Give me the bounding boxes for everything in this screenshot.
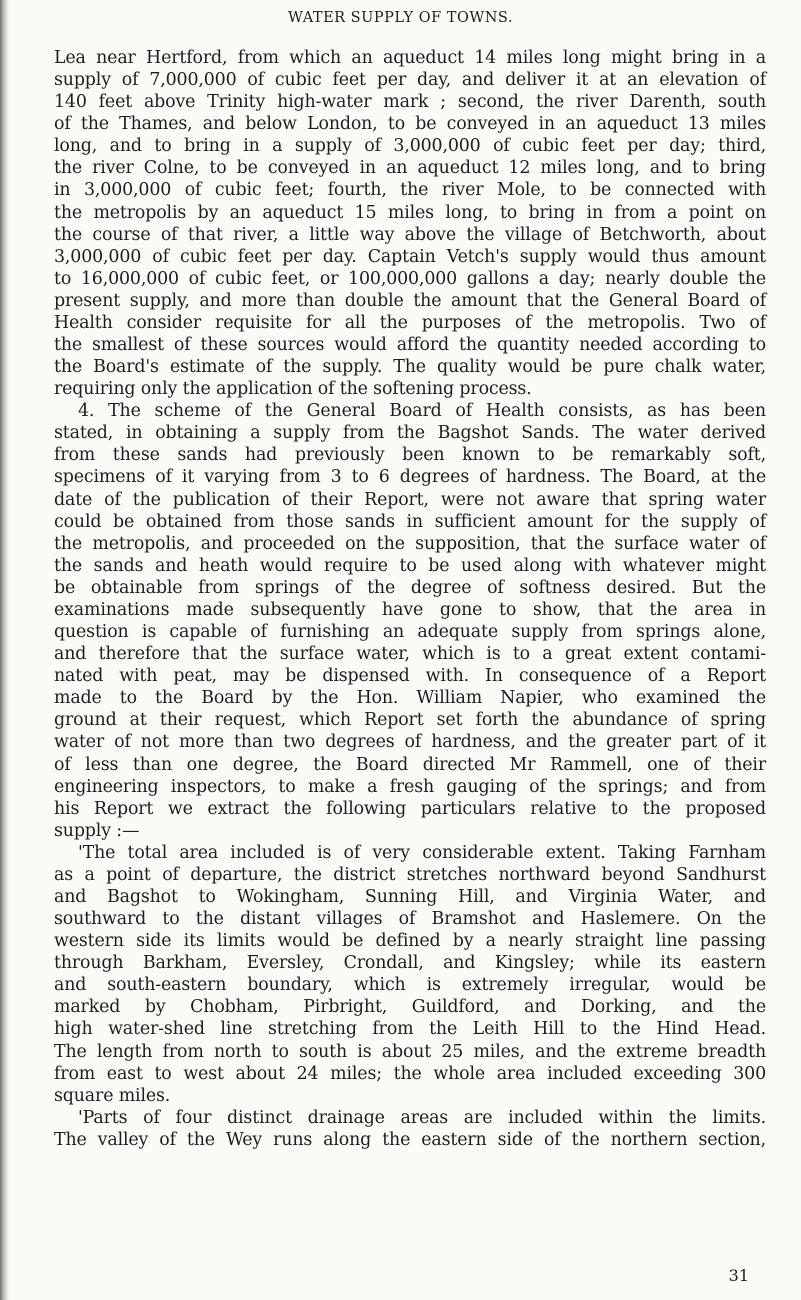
text-line: and south-eastern boundary, which is extremely irregular, would be — [54, 975, 766, 996]
text-line: and Bagshot to Wokingham, Sunning Hill, and Virginia Water, and — [54, 886, 766, 907]
text-line: Health consider requisite for all the purposes of the metropolis. Two of — [54, 312, 766, 333]
text-line: the sands and heath would require to be used along with whatever might — [54, 555, 766, 576]
text-line: be obtainable from springs of the degree of softness desired. But the — [54, 577, 766, 598]
text-line: date of the publication of their Report, were not aware that spring water — [54, 489, 766, 510]
text-line: square miles. — [54, 1085, 171, 1106]
text-line: question is capable of furnishing an adequate supply from springs alone, — [54, 622, 766, 643]
text-line: the smallest of these sources would afford the quantity needed according to — [54, 335, 766, 356]
text-line: the course of that river, a little way above the village of Betchworth, about — [54, 224, 766, 245]
text-line: through Barkham, Eversley, Crondall, and Kingsley; while its eastern — [54, 953, 766, 974]
text-line: specimens of it varying from 3 to 6 degrees of hardness. The Board, at the — [54, 467, 766, 488]
text-line: and therefore that the surface water, which is to a great extent contami- — [54, 644, 766, 665]
text-line: in 3,000,000 of cubic feet; fourth, the river Mole, to be connected with — [54, 180, 766, 201]
text-line: engineering inspectors, to make a fresh gauging of the springs; and from — [54, 776, 766, 797]
text-line: of the Thames, and below London, to be conveyed in an aqueduct 13 miles — [54, 114, 766, 135]
text-line: long, and to bring in a supply of 3,000,000 of cubic feet per day; third, — [54, 136, 766, 157]
text-line: southward to the distant villages of Bramshot and Haslemere. On the — [54, 909, 766, 930]
text-line: 'The total area included is of very considerable extent. Taking Farnham — [78, 842, 766, 863]
text-line: 3,000,000 of cubic feet per day. Captain Vetch's supply would thus amount — [54, 246, 766, 267]
text-line: ground at their request, which Report set forth the abundance of spring — [54, 710, 766, 731]
text-line: The valley of the Wey runs along the eastern side of the northern section, — [54, 1129, 766, 1150]
text-line: the Board's estimate of the supply. The quality would be pure chalk water, — [54, 357, 766, 378]
text-line: present supply, and more than double the amount that the General Board of — [54, 290, 766, 311]
text-line: western side its limits would be defined by a nearly straight line passing — [54, 931, 766, 952]
page-number: 31 — [728, 1266, 749, 1285]
text-line: his Report we extract the following particulars relative to the proposed — [54, 798, 766, 819]
text-line: 4. The scheme of the General Board of Health consists, as has been — [78, 401, 766, 422]
text-line: 140 feet above Trinity high-water mark ; second, the river Darenth, south — [54, 92, 766, 113]
text-line: of less than one degree, the Board directed Mr Rammell, one of their — [54, 754, 766, 775]
running-head: WATER SUPPLY OF TOWNS. — [288, 10, 513, 26]
text-line: requiring only the application of the softening process. — [54, 379, 532, 400]
text-line: examinations made subsequently have gone to show, that the area in — [54, 599, 766, 620]
text-line: stated, in obtaining a supply from the Bagshot Sands. The water derived — [54, 423, 766, 444]
text-line: could be obtained from those sands in sufficient amount for the supply of — [54, 511, 766, 532]
text-line: water of not more than two degrees of hardness, and the greater part of it — [54, 732, 766, 753]
text-line: nated with peat, may be dispensed with. In consequence of a Report — [54, 666, 766, 687]
page-gutter-shadow — [0, 0, 10, 1300]
text-line: 'Parts of four distinct drainage areas are included within the limits. — [78, 1107, 766, 1128]
body-text — [54, 47, 766, 1151]
text-line: to 16,000,000 of cubic feet, or 100,000,000 gallons a day; nearly double the — [54, 268, 766, 289]
text-line: the river Colne, to be conveyed in an aqueduct 12 miles long, and to bring — [54, 158, 766, 179]
text-line: as a point of departure, the district stretches northward beyond Sandhurst — [54, 864, 766, 885]
text-line: The length from north to south is about 25 miles, and the extreme breadth — [54, 1041, 766, 1062]
text-line: supply of 7,000,000 of cubic feet per day, and deliver it at an elevation of — [54, 70, 766, 91]
text-line: supply :— — [54, 820, 140, 841]
text-line: marked by Chobham, Pirbright, Guildford, and Dorking, and the — [54, 997, 766, 1018]
text-line: high water-shed line stretching from the Leith Hill to the Hind Head. — [54, 1019, 766, 1040]
text-line: the metropolis by an aqueduct 15 miles long, to bring in from a point on — [54, 202, 766, 223]
text-line: the metropolis, and proceeded on the supposition, that the surface water of — [54, 533, 766, 554]
text-line: from these sands had previously been known to be remarkably soft, — [54, 445, 766, 466]
text-line: Lea near Hertford, from which an aqueduct 14 miles long might bring in a — [54, 48, 766, 68]
text-line: from east to west about 24 miles; the whole area included exceeding 300 — [54, 1063, 766, 1084]
text-line: made to the Board by the Hon. William Napier, who examined the — [54, 688, 766, 709]
